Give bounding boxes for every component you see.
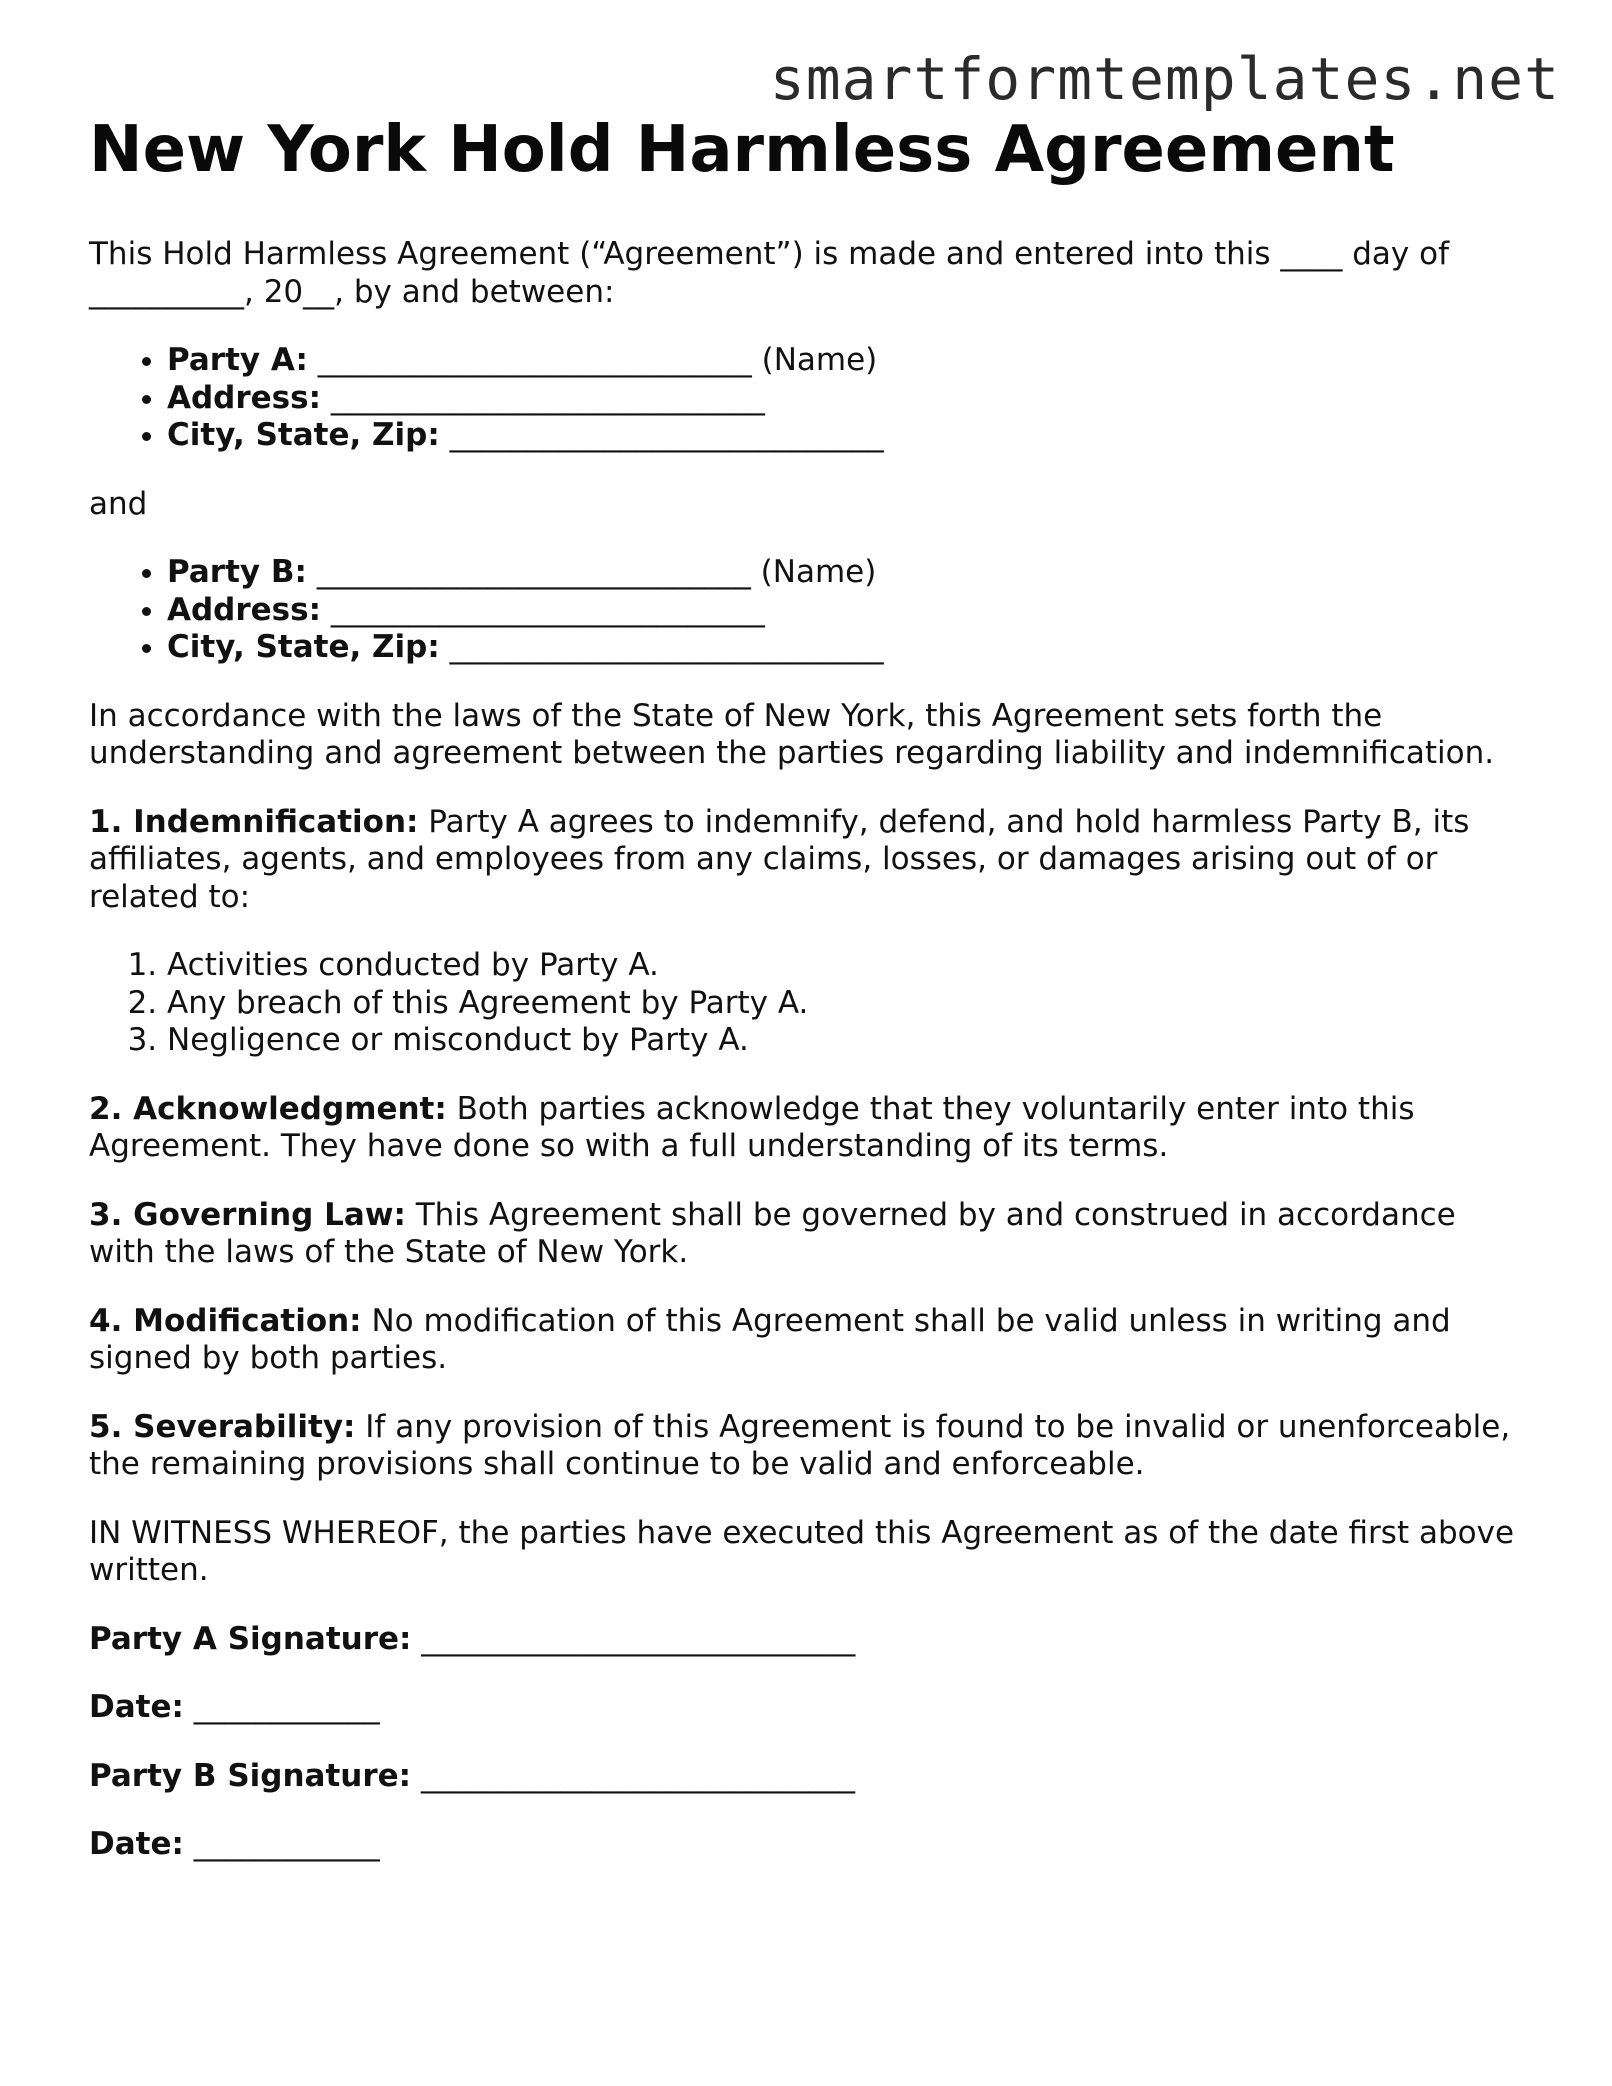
party-a-city-blank: ____________________________: [449, 417, 884, 453]
and-text: and: [89, 485, 148, 522]
party-a-name-label: Party A:: [167, 342, 308, 378]
modification-heading: 4. Modification:: [89, 1302, 362, 1339]
date-b-label: Date:: [89, 1826, 184, 1862]
indemnification-list: [89, 947, 1529, 1060]
witness-paragraph: IN WITNESS WHEREOF, the parties have executed this Agreement as of the date first above written.: [89, 1514, 1515, 1588]
governing-law-section: [89, 1197, 1529, 1272]
party-a-address-label: Address:: [167, 379, 321, 416]
party-a-city-item: [167, 417, 1529, 455]
page-title: New York Hold Harmless Agreement: [89, 113, 1395, 187]
party-b-list: [89, 554, 1529, 667]
party-b-name-blank: ____________________________ (Name): [316, 554, 877, 590]
indemnification-item: 2. Any breach of this Agreement by Party A.: [167, 985, 1529, 1023]
party-b-address-item: [167, 592, 1529, 630]
date-a-label: Date:: [89, 1689, 184, 1725]
party-a-signature-line: [89, 1621, 1529, 1659]
governing-law-text: This Agreement shall be governed by and construed in accordance with the laws of the State of New York.: [89, 1196, 1456, 1270]
indemnification-section: [89, 804, 1529, 917]
party-a-name-item: [167, 342, 1529, 380]
document-body: [89, 112, 1529, 1895]
governing-law-heading: 3. Governing Law:: [89, 1196, 406, 1233]
party-a-address-item: [167, 380, 1529, 418]
party-a-name-blank: ____________________________ (Name): [317, 342, 878, 378]
indemnification-text: Party A agrees to indemnify, defend, and hold harmless Party B, its affiliates, agents, and employees from any claims, losses, or damages arising out of or related to:: [89, 803, 1470, 915]
modification-section: [89, 1303, 1529, 1378]
intro-paragraph: [89, 236, 1529, 311]
severability-section: [89, 1409, 1529, 1484]
party-b-name-label: Party B:: [167, 554, 307, 590]
intro-line-2: __________, 20__, by and between:: [89, 273, 615, 310]
acknowledgment-section: [89, 1091, 1529, 1166]
party-b-name-item: [167, 554, 1529, 592]
party-a-signature-blank: ____________________________: [421, 1620, 856, 1657]
party-b-city-blank: ____________________________: [449, 629, 884, 665]
date-b-blank: ____________: [193, 1826, 380, 1862]
party-b-address-blank: ____________________________: [330, 591, 765, 628]
party-a-list: [89, 342, 1529, 455]
intro-line-1: This Hold Harmless Agreement (“Agreement”) is made and entered into this ____ day of: [89, 236, 1449, 272]
date-b-line: [89, 1826, 1529, 1864]
acknowledgment-heading: 2. Acknowledgment:: [89, 1090, 447, 1127]
acknowledgment-text: Both parties acknowledge that they voluntarily enter into this Agreement. They have done so with a full understanding of its terms.: [89, 1090, 1415, 1164]
modification-text: No modification of this Agreement shall be valid unless in writing and signed by both parties.: [89, 1302, 1451, 1376]
party-b-signature-blank: ____________________________: [420, 1757, 855, 1794]
party-b-city-label: City, State, Zip:: [167, 629, 440, 665]
party-b-signature-label: Party B Signature:: [89, 1757, 412, 1794]
indemnification-item: 1. Activities conducted by Party A.: [167, 947, 1529, 985]
watermark: smartformtemplates.net: [769, 45, 1560, 113]
party-b-address-label: Address:: [167, 591, 321, 628]
date-a-blank: ____________: [193, 1689, 380, 1725]
severability-heading: 5. Severability:: [89, 1408, 356, 1445]
party-a-city-label: City, State, Zip:: [167, 417, 440, 453]
party-a-signature-label: Party A Signature:: [89, 1620, 412, 1657]
date-a-line: [89, 1689, 1529, 1727]
preamble-paragraph: In accordance with the laws of the State of New York, this Agreement sets forth the understanding and agreement between the parties regarding liability and indemnification.: [89, 697, 1495, 771]
indemnification-heading: 1. Indemnification:: [89, 803, 419, 840]
indemnification-item: 3. Negligence or misconduct by Party A.: [167, 1022, 1529, 1060]
severability-text: If any provision of this Agreement is found to be invalid or unenforceable, the remaining provisions shall continue to be valid and enforceable.: [89, 1408, 1511, 1482]
party-b-city-item: [167, 629, 1529, 667]
party-b-signature-line: [89, 1758, 1529, 1796]
party-a-address-blank: ____________________________: [330, 379, 765, 416]
